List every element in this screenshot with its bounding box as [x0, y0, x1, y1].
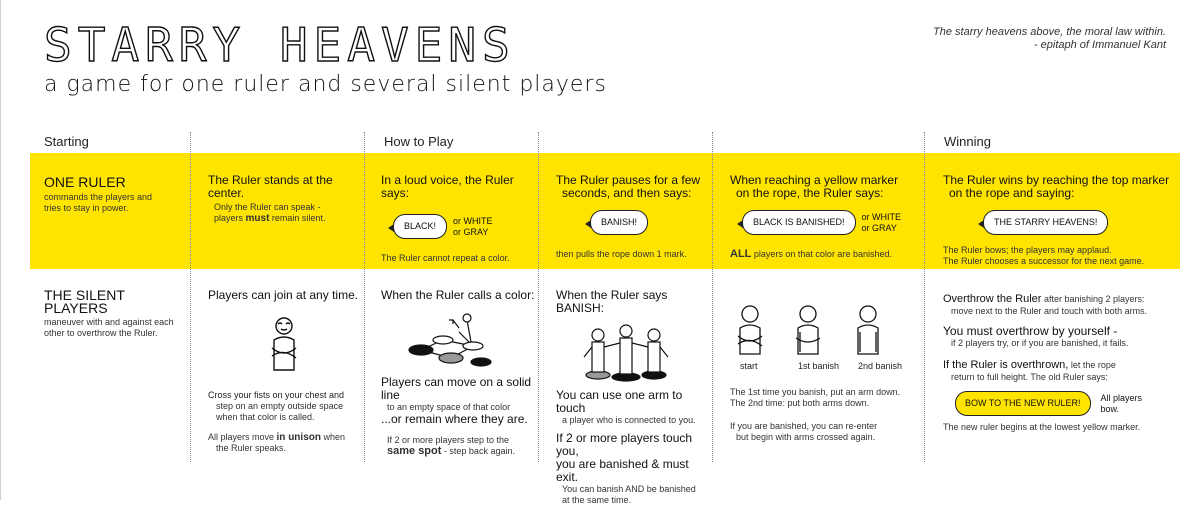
cross-line-1: Cross your fists on your chest and	[208, 390, 345, 400]
unison-note	[208, 432, 360, 443]
quote-line: The starry heavens above, the moral law within.	[933, 26, 1166, 38]
or-white: or WHITE	[453, 215, 493, 226]
calls-title: When the Ruler calls a color:	[381, 288, 535, 302]
if-over-bold: If the Ruler is overthrown,	[943, 359, 1069, 371]
column-divider	[924, 132, 925, 462]
if-over-sub: return to full height. The old Ruler says:	[951, 372, 1108, 382]
stands-text-end: remain silent.	[269, 213, 326, 223]
touch-2d: at the same time.	[562, 495, 632, 505]
ruler-pause	[556, 174, 706, 260]
players-title-1: THE SILENT	[44, 287, 125, 303]
says-banish-title: When the Ruler says BANISH:	[556, 288, 668, 315]
reenter-2: but begin with arms crossed again.	[736, 432, 876, 442]
no-repeat-note: The Ruler cannot repeat a color.	[381, 253, 510, 263]
arm-note-1: The 1st time you banish, put an arm down.	[730, 387, 901, 397]
players-join	[208, 289, 360, 454]
same-spot-1: If 2 or more players step to the	[387, 435, 510, 445]
section-how-to-play: How to Play	[384, 134, 454, 149]
overthrow-bold: Overthrow the Ruler	[943, 293, 1042, 305]
wins-title-2: on the rope and saying:	[949, 186, 1075, 200]
stands-line1: Only the Ruler can speak -	[214, 202, 321, 212]
ruler-says-color	[381, 174, 537, 264]
new-ruler-note: The new ruler begins at the lowest yellow marker.	[943, 422, 1141, 432]
start-label: start	[740, 361, 758, 371]
if-overthrown-line	[943, 359, 1173, 372]
bows-line-1: The Ruler bows; the players may applaud.	[943, 245, 1112, 255]
section-starting: Starting	[44, 134, 89, 149]
remain-note: ...or remain where they are.	[381, 412, 528, 426]
ruler-title: ONE RULER	[44, 174, 126, 190]
players-overthrow	[943, 293, 1173, 433]
black-speech-bubble: BLACK!	[393, 214, 447, 239]
stands-must: must	[245, 213, 270, 224]
quote-attribution: - epitaph of Immanuel Kant	[1033, 39, 1166, 51]
section-winning: Winning	[944, 134, 991, 149]
all-rest: players on that color are banished.	[751, 249, 892, 259]
movement-diagram-icon	[381, 310, 531, 370]
second-banish-label: 2nd banish	[858, 361, 903, 371]
same-spot-2	[387, 446, 537, 457]
ruler-stands	[208, 174, 358, 224]
solid-line-sub: to an empty space of that color	[387, 402, 511, 412]
arm-stages-icon	[730, 302, 910, 356]
solid-line-title: Players can move on a solid line	[381, 375, 532, 402]
arm-note-2: The 2nd time: put both arms down.	[730, 398, 870, 408]
ruler-yellow-marker	[730, 174, 920, 260]
players-arm-stages	[730, 302, 920, 443]
ruler-wins	[943, 174, 1173, 267]
same-spot-bold: same spot	[387, 445, 442, 457]
or-gray: or GRAY	[861, 222, 897, 233]
players-desc-1: maneuver with and against each	[44, 317, 174, 327]
players-banish-touch	[556, 289, 712, 506]
column-divider	[364, 132, 365, 462]
page-title: STARRY HEAVENS	[44, 18, 516, 72]
yellow-title-2: on the rope, the Ruler says:	[736, 186, 884, 200]
or-white: or WHITE	[861, 211, 902, 222]
stands-line2	[214, 213, 358, 224]
yellow-title-1: When reaching a yellow marker	[730, 173, 899, 187]
all-word: ALL	[730, 248, 752, 260]
ruler-intro	[44, 176, 184, 214]
crossed-arms-figure-icon	[208, 310, 360, 380]
stands-title: The Ruler stands at the center.	[208, 173, 333, 200]
touch-sub: a player who is connected to you.	[562, 415, 696, 425]
column-divider	[190, 132, 191, 462]
kant-quote	[933, 26, 1166, 52]
yourself-sub: if 2 players try, or if you are banished, it fails.	[951, 338, 1129, 348]
column-divider	[712, 132, 713, 462]
yourself-title: You must overthrow by yourself -	[943, 324, 1118, 338]
black-banished-bubble: BLACK IS BANISHED!	[742, 210, 856, 235]
ruler-desc: commands the players and tries to stay in power.	[44, 192, 153, 213]
players-color-move	[381, 289, 537, 457]
touch-2a: If 2 or more players touch you,	[556, 431, 693, 458]
or-gray: or GRAY	[453, 226, 489, 237]
players-desc-2: other to overthrow the Ruler.	[44, 328, 158, 338]
touching-figures-icon	[556, 321, 706, 383]
first-banish-label: 1st banish	[798, 361, 840, 371]
all-banished-note	[730, 249, 920, 260]
overthrow-sub: move next to the Ruler and touch with both arms.	[951, 306, 1148, 316]
page-subtitle: a game for one ruler and several silent players	[44, 72, 607, 97]
players-intro	[44, 289, 189, 339]
overthrow-text: after banishing 2 players:	[1041, 294, 1145, 304]
unison-note-2: the Ruler speaks.	[216, 443, 287, 453]
same-spot-text: - step back again.	[441, 446, 515, 456]
starry-heavens-bubble: THE STARRY HEAVENS!	[983, 210, 1108, 235]
pause-title-2: seconds, and then says:	[562, 186, 692, 200]
reenter-1: If you are banished, you can re-enter	[730, 421, 878, 431]
players-title-2: PLAYERS	[44, 300, 108, 316]
column-divider	[538, 132, 539, 462]
pause-title-1: The Ruler pauses for a few	[556, 173, 701, 187]
banish-speech-bubble: BANISH!	[590, 210, 648, 235]
wins-title-1: The Ruler wins by reaching the top marker	[943, 173, 1170, 187]
cross-line-2: step on an empty outside space	[216, 401, 344, 411]
bows-line-2: The Ruler chooses a successor for the next game.	[943, 256, 1145, 266]
left-page-edge	[0, 0, 1, 500]
unison-text-end: when	[320, 432, 346, 442]
unison-bold: in unison	[276, 432, 321, 443]
cross-line-3: when that color is called.	[216, 412, 315, 422]
all-bow-2: bow.	[1100, 403, 1120, 414]
unison-text: All players move	[208, 432, 277, 442]
touch-title: You can use one arm to touch	[556, 388, 683, 415]
join-title: Players can join at any time.	[208, 288, 359, 302]
if-over-text: let the rope	[1068, 360, 1116, 370]
touch-2b: you are banished & must exit.	[556, 457, 689, 484]
bow-new-ruler-bubble: BOW TO THE NEW RULER!	[955, 391, 1091, 416]
touch-2c: You can banish AND be banished	[562, 484, 696, 494]
stands-text: players	[214, 213, 246, 223]
says-title: In a loud voice, the Ruler says:	[381, 173, 514, 200]
all-bow-1: All players	[1100, 392, 1143, 403]
overthrow-line	[943, 293, 1173, 306]
pulls-note: then pulls the rope down 1 mark.	[556, 249, 687, 259]
